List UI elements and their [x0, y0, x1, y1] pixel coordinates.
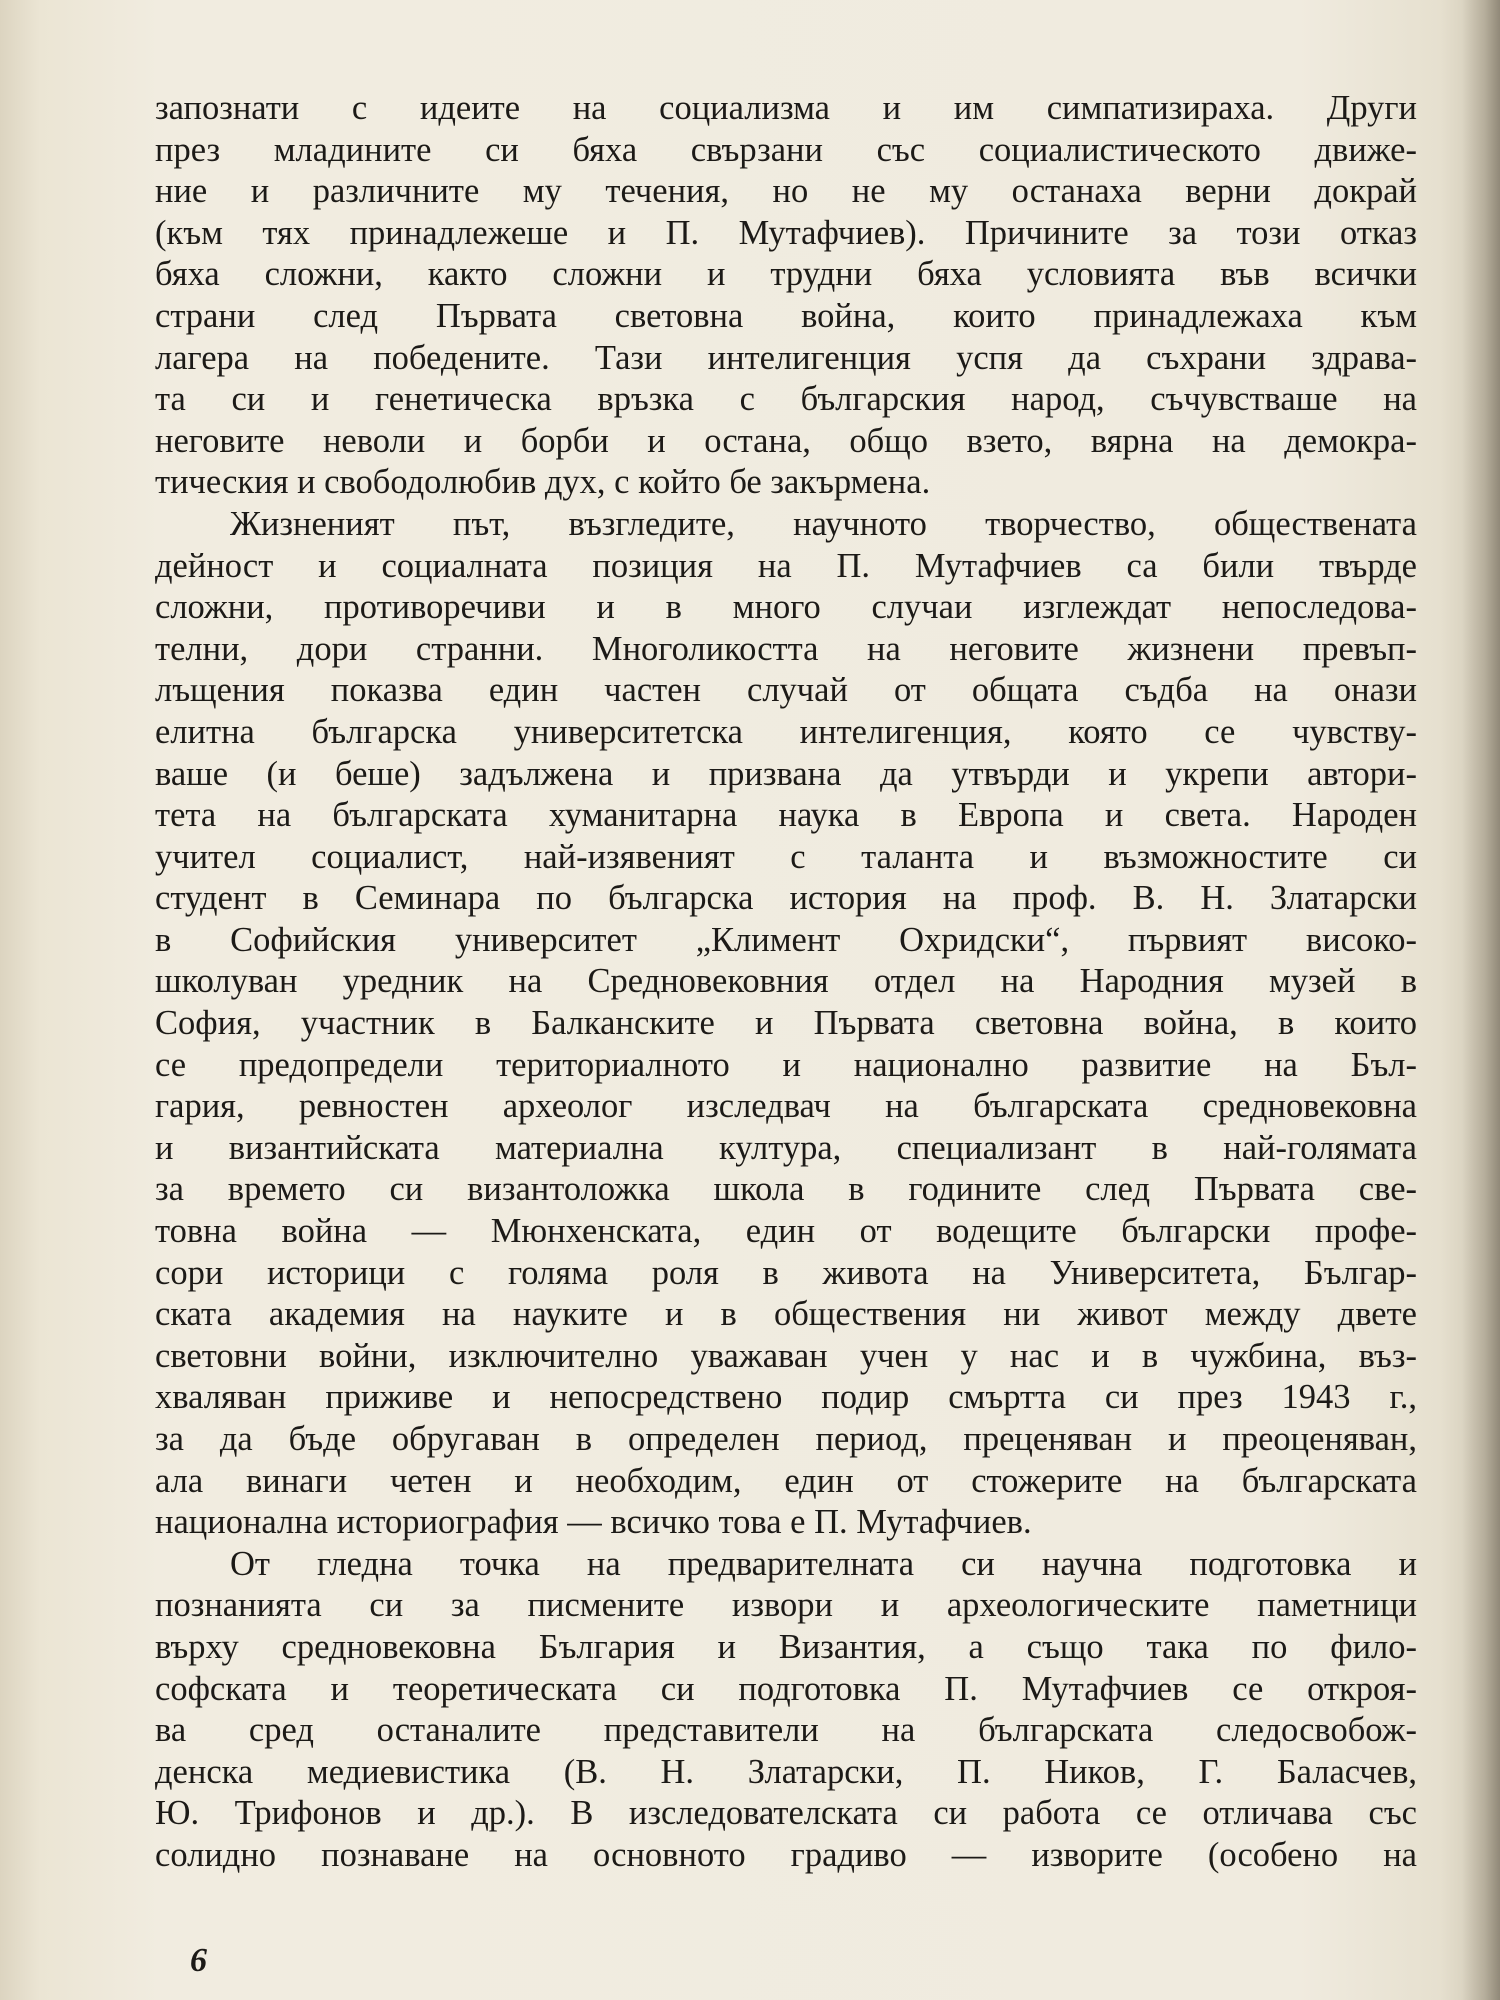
text-line: неговите неволи и борби и остана, общо взето, вярна на демокра-	[155, 421, 1417, 460]
text-line: студент в Семинара по българска история на проф. В. Н. Златарски	[155, 879, 1417, 918]
text-line: се предопредели териториалното и национално развитие на Бъл-	[155, 1045, 1417, 1084]
text-line: бяха сложни, както сложни и трудни бяха условията във всички	[155, 255, 1417, 294]
text-line: и византийската материална култура, специализант в най-голямата	[155, 1128, 1417, 1167]
text-line: за времето си византоложка школа в годините след Първата све-	[155, 1170, 1417, 1209]
paragraph-2	[155, 504, 1417, 1544]
text-line: ва сред останалите представители на българската следосвобож-	[155, 1711, 1417, 1750]
text-line: в Софийския университет „Климент Охридски“, първият високо-	[155, 920, 1417, 959]
page-number: 6	[190, 1942, 207, 1979]
text-line: върху средновековна България и Византия, а също така по фило-	[155, 1627, 1417, 1666]
text-line: лагера на победените. Тази интелигенция успя да съхрани здрава-	[155, 338, 1417, 377]
text-line: лъщения показва един частен случай от общата съдба на онази	[155, 671, 1417, 710]
paragraph-3	[155, 1544, 1417, 1877]
text-line: учител социалист, най-изявеният с таланта и възможностите си	[155, 837, 1417, 876]
text-line: товна война — Мюнхенската, един от водещите български профе-	[155, 1212, 1417, 1251]
text-line: хваляван приживе и непосредствено подир смъртта си през 1943 г.,	[155, 1378, 1417, 1417]
text-line: дейност и социалната позиция на П. Мутафчиев са били твърде	[155, 546, 1417, 585]
text-line: ваше (и беше) задължена и призвана да утвърди и укрепи автори-	[155, 754, 1417, 793]
text-line: тическия и свободолюбив дух, с който бе закърмена.	[155, 463, 931, 502]
text-line: софската и теоретическата си подготовка П. Мутафчиев се откроя-	[155, 1669, 1417, 1708]
text-line: школуван уредник на Средновековния отдел на Народния музей в	[155, 962, 1417, 1001]
text-line: елитна българска университетска интелигенция, която се чувству-	[155, 712, 1417, 751]
text-line: София, участник в Балканските и Първата световна война, в които	[155, 1004, 1417, 1043]
text-line: ската академия на науките и в обществения ни живот между двете	[155, 1295, 1417, 1334]
text-line: телни, дори странни. Многоликостта на неговите жизнени превъп-	[155, 629, 1417, 668]
text-line: сори историци с голяма роля в живота на Университета, Българ-	[155, 1253, 1417, 1292]
text-line: гария, ревностен археолог изследвач на българската средновековна	[155, 1087, 1417, 1126]
text-line: та си и генетическа връзка с българския народ, съчувстваше на	[155, 380, 1417, 419]
text-line: запознати с идеите на социализма и им симпатизираха. Други	[155, 89, 1417, 127]
text-line: национална историография — всичко това е П. Мутафчиев.	[155, 1503, 1032, 1542]
text-line: за да бъде обругаван в определен период, преценяван и преоценяван,	[155, 1420, 1417, 1458]
page-gutter-shadow	[1462, 0, 1500, 2000]
text-line: (към тях принадлежеше и П. Мутафчиев). Причините за този отказ	[155, 213, 1417, 252]
text-line: световни войни, изключително уважаван учен у нас и в чужбина, въз-	[155, 1336, 1417, 1375]
text-line: Ю. Трифонов и др.). В изследователската си работа се отличава със	[155, 1794, 1417, 1833]
text-line: страни след Първата световна война, които принадлежаха към	[155, 296, 1417, 335]
body-text	[155, 88, 1417, 1877]
text-line: денска медиевистика (В. Н. Златарски, П. Ников, Г. Баласчев,	[155, 1752, 1417, 1791]
text-line: Жизненият път, възгледите, научното творчество, обществената	[230, 504, 1417, 543]
text-line: познанията си за писмените извори и археологическите паметници	[155, 1586, 1417, 1625]
text-line: От гледна точка на предварителната си научна подготовка и	[230, 1544, 1417, 1583]
text-line: ние и различните му течения, но не му останаха верни докрай	[155, 172, 1417, 211]
paragraph-1	[155, 88, 1417, 504]
text-line: солидно познаване на основното градиво — изворите (особено на	[155, 1835, 1417, 1874]
text-line: през младините си бяха свързани със социалистическото движе-	[155, 130, 1417, 169]
text-line: тета на българската хуманитарна наука в Европа и света. Народен	[155, 796, 1417, 835]
text-line: ала винаги четен и необходим, един от стожерите на българската	[155, 1461, 1417, 1500]
text-line: сложни, противоречиви и в много случаи изглеждат непоследова-	[155, 588, 1417, 627]
